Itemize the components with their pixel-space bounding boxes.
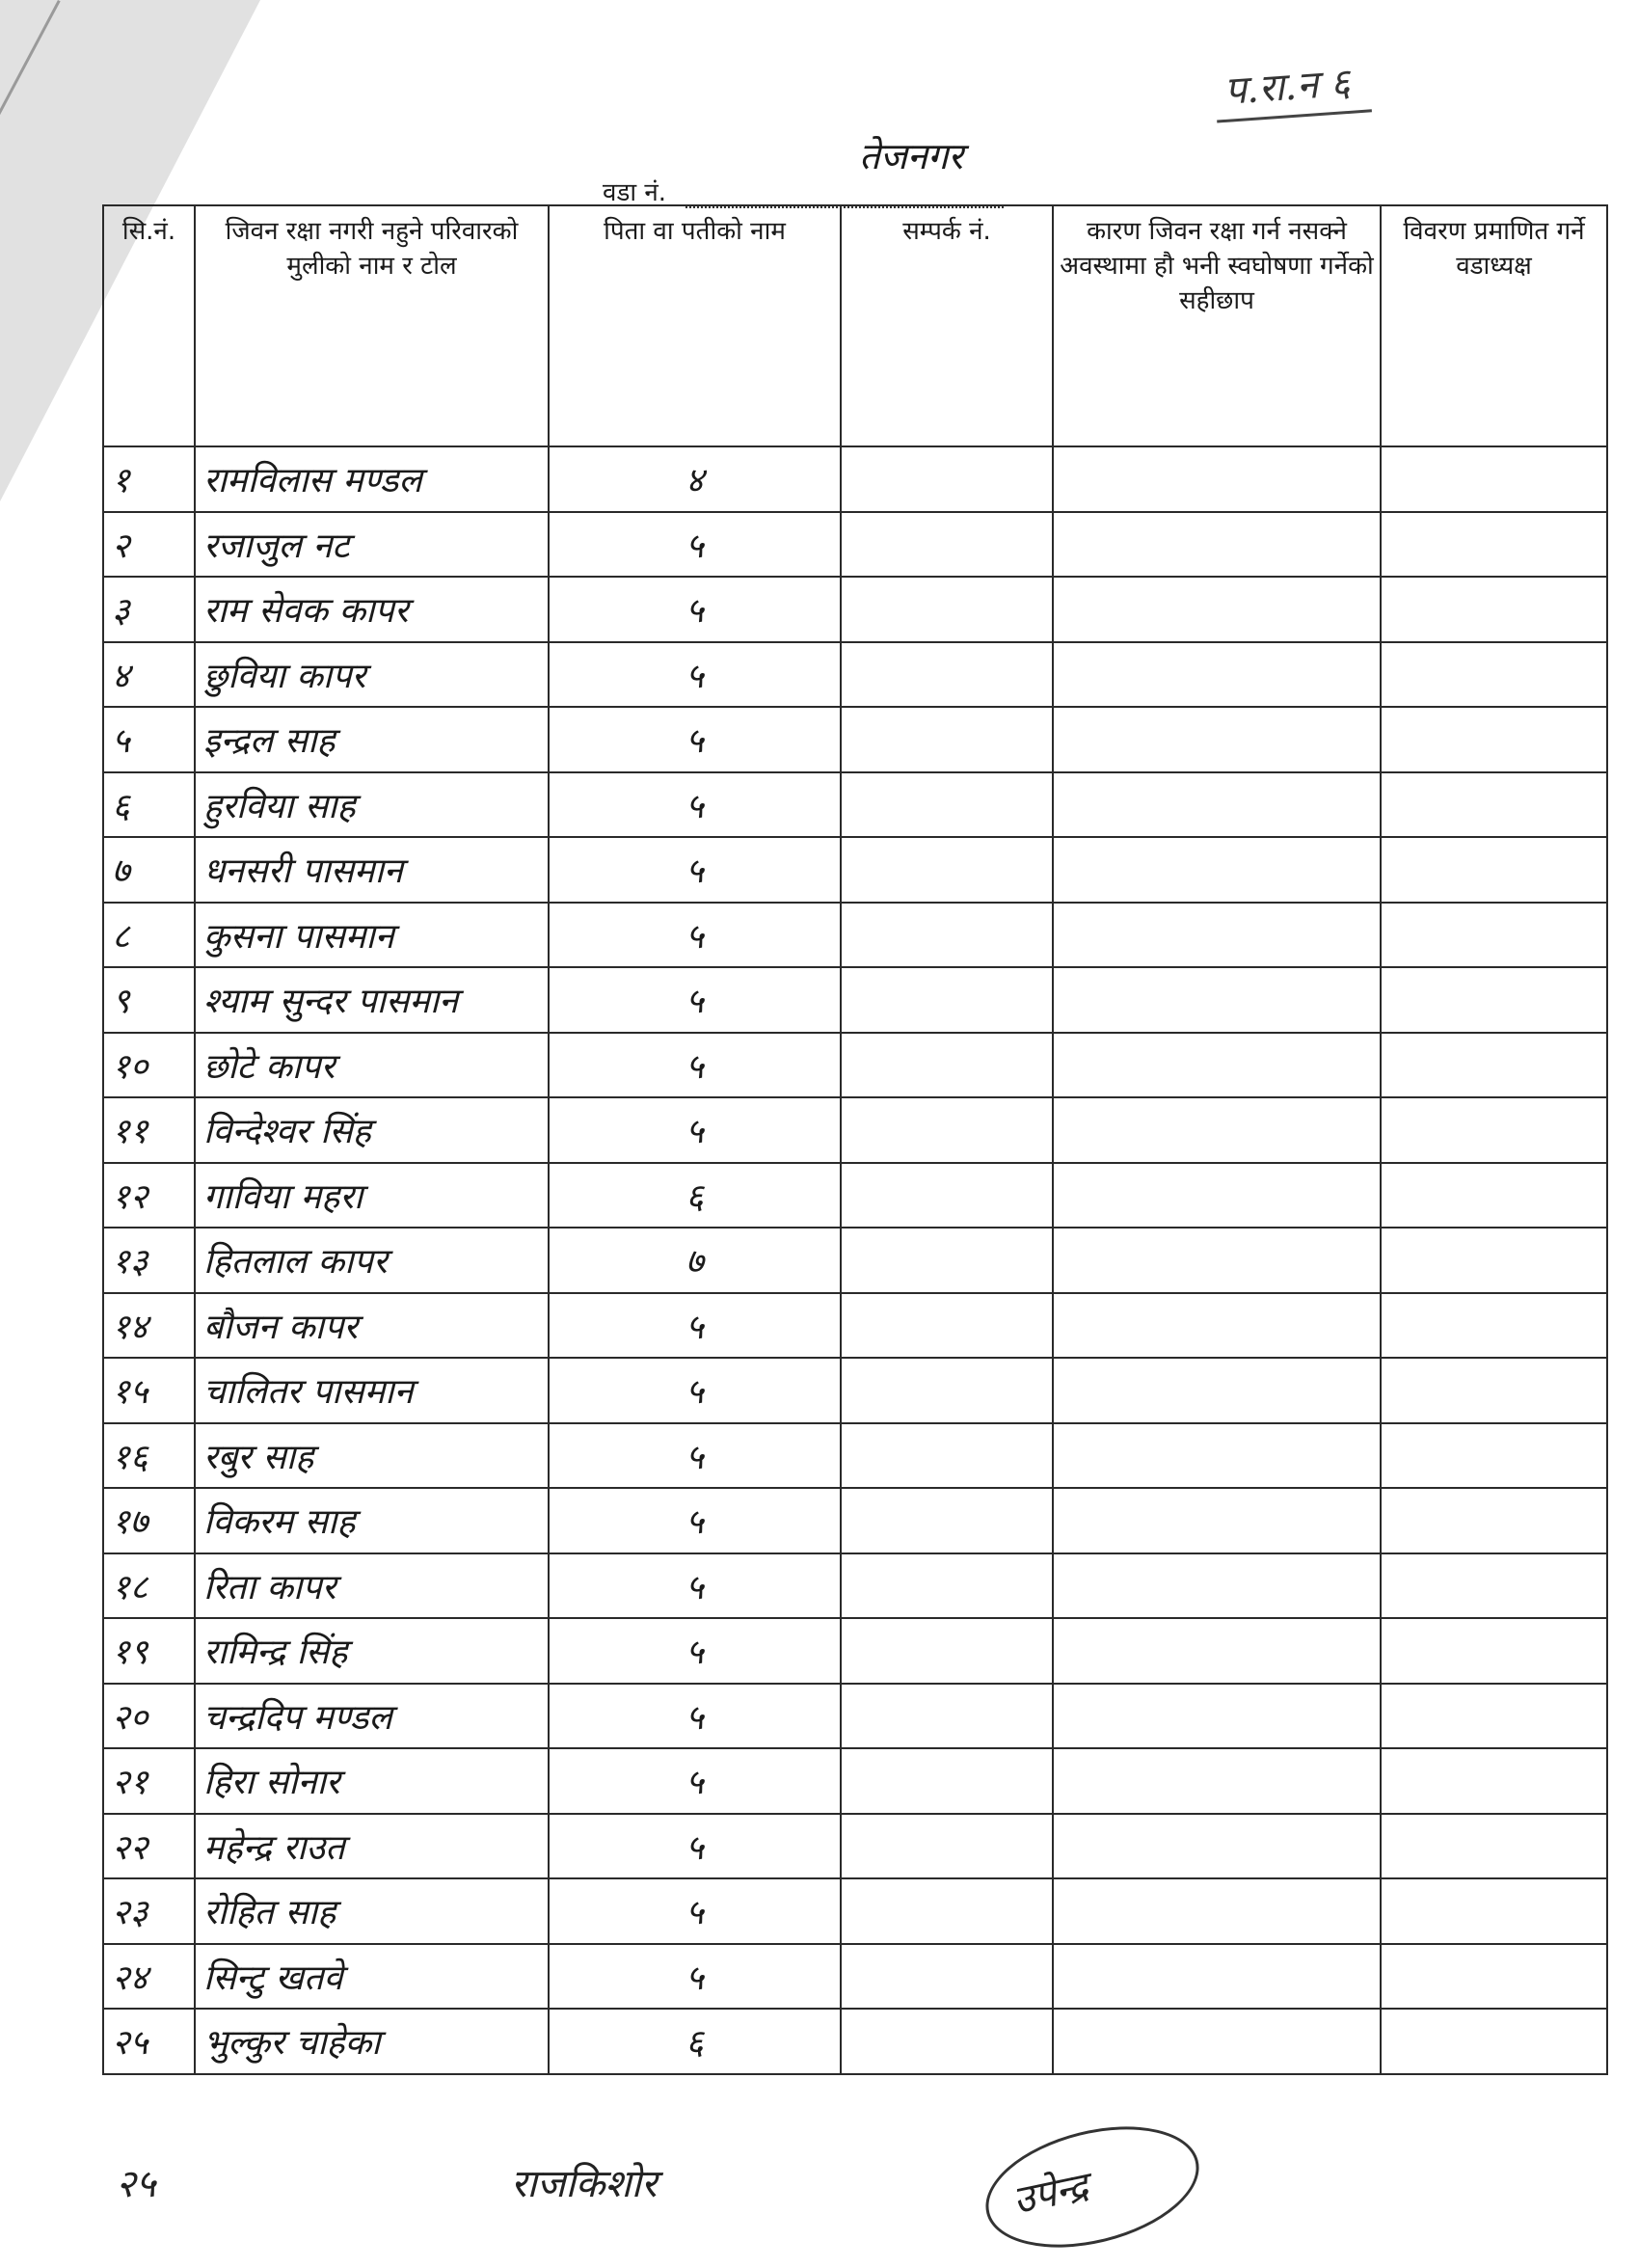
name-cell: इन्द्रल साह bbox=[195, 707, 549, 772]
contact-cell bbox=[841, 577, 1053, 642]
table-row bbox=[103, 1358, 1607, 1423]
family-count-cell: ५ bbox=[549, 772, 841, 838]
serial-cell: १९ bbox=[103, 1618, 195, 1684]
verification-cell bbox=[1381, 903, 1607, 968]
table-row bbox=[103, 1878, 1607, 1944]
family-count-cell: ६ bbox=[549, 1163, 841, 1228]
name-cell: रिता कापर bbox=[195, 1553, 549, 1619]
verification-cell bbox=[1381, 837, 1607, 903]
declaration-cell bbox=[1053, 903, 1381, 968]
verification-cell bbox=[1381, 1423, 1607, 1489]
name-cell: विन्देश्वर सिंह bbox=[195, 1097, 549, 1163]
serial-cell: १ bbox=[103, 446, 195, 512]
family-count-cell: ५ bbox=[549, 1618, 841, 1684]
table-row bbox=[103, 512, 1607, 578]
declaration-cell bbox=[1053, 642, 1381, 708]
ward-number-line bbox=[603, 135, 1004, 208]
contact-cell bbox=[841, 1618, 1053, 1684]
family-count-cell: ५ bbox=[549, 1097, 841, 1163]
name-cell: बौजन कापर bbox=[195, 1293, 549, 1359]
declaration-cell bbox=[1053, 707, 1381, 772]
col-header-father: पिता वा पतीको नाम bbox=[549, 205, 841, 446]
table-row bbox=[103, 1097, 1607, 1163]
declaration-cell bbox=[1053, 1033, 1381, 1098]
verification-cell bbox=[1381, 707, 1607, 772]
declaration-cell bbox=[1053, 1944, 1381, 2010]
family-count-cell: ६ bbox=[549, 2009, 841, 2074]
name-cell: श्याम सुन्दर पासमान bbox=[195, 967, 549, 1033]
verification-cell bbox=[1381, 1814, 1607, 1879]
name-cell: हिरा सोनार bbox=[195, 1748, 549, 1814]
contact-cell bbox=[841, 1684, 1053, 1749]
verification-cell bbox=[1381, 967, 1607, 1033]
table-row bbox=[103, 1423, 1607, 1489]
verification-cell bbox=[1381, 1097, 1607, 1163]
declaration-cell bbox=[1053, 1358, 1381, 1423]
name-cell: चन्द्रदिप मण्डल bbox=[195, 1684, 549, 1749]
verification-cell bbox=[1381, 772, 1607, 838]
verification-cell bbox=[1381, 1878, 1607, 1944]
serial-cell: ११ bbox=[103, 1097, 195, 1163]
table-row bbox=[103, 1293, 1607, 1359]
name-cell: रामिन्द्र सिंह bbox=[195, 1618, 549, 1684]
verification-cell bbox=[1381, 1618, 1607, 1684]
family-count-cell: ५ bbox=[549, 1814, 841, 1879]
serial-cell: १८ bbox=[103, 1553, 195, 1619]
serial-cell: ५ bbox=[103, 707, 195, 772]
table-row bbox=[103, 1814, 1607, 1879]
table-row bbox=[103, 642, 1607, 708]
contact-cell bbox=[841, 1163, 1053, 1228]
serial-cell: १२ bbox=[103, 1163, 195, 1228]
verification-cell bbox=[1381, 1293, 1607, 1359]
table-row bbox=[103, 577, 1607, 642]
family-count-cell: ५ bbox=[549, 577, 841, 642]
name-cell: महेन्द्र राउत bbox=[195, 1814, 549, 1879]
family-count-cell: ५ bbox=[549, 903, 841, 968]
serial-cell: २२ bbox=[103, 1814, 195, 1879]
ward-value: तेजनगर bbox=[859, 135, 963, 177]
contact-cell bbox=[841, 642, 1053, 708]
contact-cell bbox=[841, 1033, 1053, 1098]
serial-cell: १० bbox=[103, 1033, 195, 1098]
declaration-cell bbox=[1053, 1814, 1381, 1879]
family-count-cell: ५ bbox=[549, 642, 841, 708]
contact-cell bbox=[841, 1228, 1053, 1293]
contact-cell bbox=[841, 967, 1053, 1033]
col-header-declaration: कारण जिवन रक्षा गर्न नसक्ने अवस्थामा हौ भनी स्वघोषणा गर्नेको सहीछाप bbox=[1053, 205, 1381, 446]
verification-cell bbox=[1381, 642, 1607, 708]
name-cell: चालितर पासमान bbox=[195, 1358, 549, 1423]
contact-cell bbox=[841, 1358, 1053, 1423]
family-count-cell: ५ bbox=[549, 707, 841, 772]
table-row bbox=[103, 1618, 1607, 1684]
contact-cell bbox=[841, 1423, 1053, 1489]
verification-cell bbox=[1381, 512, 1607, 578]
table-row bbox=[103, 1163, 1607, 1228]
declaration-cell bbox=[1053, 1097, 1381, 1163]
verification-cell bbox=[1381, 1553, 1607, 1619]
contact-cell bbox=[841, 837, 1053, 903]
table-row bbox=[103, 1228, 1607, 1293]
family-count-cell: ५ bbox=[549, 967, 841, 1033]
verification-cell bbox=[1381, 1748, 1607, 1814]
contact-cell bbox=[841, 1553, 1053, 1619]
declaration-cell bbox=[1053, 1228, 1381, 1293]
table-row bbox=[103, 1488, 1607, 1553]
serial-cell: ७ bbox=[103, 837, 195, 903]
name-cell: रोहित साह bbox=[195, 1878, 549, 1944]
verification-cell bbox=[1381, 1033, 1607, 1098]
serial-cell: ३ bbox=[103, 577, 195, 642]
family-count-cell: ५ bbox=[549, 1358, 841, 1423]
serial-cell: २१ bbox=[103, 1748, 195, 1814]
name-cell: विकरम साह bbox=[195, 1488, 549, 1553]
declaration-cell bbox=[1053, 1163, 1381, 1228]
family-count-cell: ५ bbox=[549, 512, 841, 578]
family-count-cell: ५ bbox=[549, 1684, 841, 1749]
contact-cell bbox=[841, 1944, 1053, 2010]
family-count-cell: ५ bbox=[549, 1488, 841, 1553]
col-header-contact: सम्पर्क नं. bbox=[841, 205, 1053, 446]
contact-cell bbox=[841, 772, 1053, 838]
contact-cell bbox=[841, 446, 1053, 512]
table-row bbox=[103, 1033, 1607, 1098]
contact-cell bbox=[841, 1488, 1053, 1553]
declaration-cell bbox=[1053, 1748, 1381, 1814]
name-cell: छुविया कापर bbox=[195, 642, 549, 708]
table-row bbox=[103, 837, 1607, 903]
name-cell: गाविया महरा bbox=[195, 1163, 549, 1228]
declaration-cell bbox=[1053, 967, 1381, 1033]
serial-cell: ८ bbox=[103, 903, 195, 968]
declaration-cell bbox=[1053, 1488, 1381, 1553]
serial-cell: २५ bbox=[103, 2009, 195, 2074]
table-row bbox=[103, 1684, 1607, 1749]
name-cell: कुसना पासमान bbox=[195, 903, 549, 968]
contact-cell bbox=[841, 1878, 1053, 1944]
table-row bbox=[103, 1553, 1607, 1619]
verification-cell bbox=[1381, 1163, 1607, 1228]
contact-cell bbox=[841, 1097, 1053, 1163]
reference-note: प.रा.न ६ bbox=[1213, 52, 1372, 122]
family-count-cell: ४ bbox=[549, 446, 841, 512]
name-cell: भुल्कुर चाहेका bbox=[195, 2009, 549, 2074]
name-cell: छोटे कापर bbox=[195, 1033, 549, 1098]
household-table bbox=[102, 204, 1608, 2075]
table-row bbox=[103, 2009, 1607, 2074]
serial-cell: १४ bbox=[103, 1293, 195, 1359]
verification-cell bbox=[1381, 2009, 1607, 2074]
family-count-cell: ५ bbox=[549, 1748, 841, 1814]
declaration-cell bbox=[1053, 1423, 1381, 1489]
verification-cell bbox=[1381, 446, 1607, 512]
verification-cell bbox=[1381, 1358, 1607, 1423]
table-row bbox=[103, 446, 1607, 512]
serial-cell: ६ bbox=[103, 772, 195, 838]
signature-middle: राजकिशोर bbox=[511, 2162, 658, 2206]
declaration-cell bbox=[1053, 2009, 1381, 2074]
table-row bbox=[103, 903, 1607, 968]
signature-stamp bbox=[973, 2106, 1211, 2267]
name-cell: हितलाल कापर bbox=[195, 1228, 549, 1293]
name-cell: राम सेवक कापर bbox=[195, 577, 549, 642]
name-cell: रबुर साह bbox=[195, 1423, 549, 1489]
serial-cell: १३ bbox=[103, 1228, 195, 1293]
family-count-cell: ७ bbox=[549, 1228, 841, 1293]
serial-cell: ४ bbox=[103, 642, 195, 708]
family-count-cell: ५ bbox=[549, 1033, 841, 1098]
col-header-name: जिवन रक्षा नगरी नहुने परिवारको मुलीको नाम र टोल bbox=[195, 205, 549, 446]
serial-cell: २० bbox=[103, 1684, 195, 1749]
declaration-cell bbox=[1053, 1553, 1381, 1619]
serial-cell: ९ bbox=[103, 967, 195, 1033]
serial-cell: १७ bbox=[103, 1488, 195, 1553]
serial-cell: १५ bbox=[103, 1358, 195, 1423]
name-cell: हुरविया साह bbox=[195, 772, 549, 838]
family-count-cell: ५ bbox=[549, 1423, 841, 1489]
table-row bbox=[103, 967, 1607, 1033]
declaration-cell bbox=[1053, 1684, 1381, 1749]
verification-cell bbox=[1381, 577, 1607, 642]
name-cell: धनसरी पासमान bbox=[195, 837, 549, 903]
declaration-cell bbox=[1053, 1293, 1381, 1359]
declaration-cell bbox=[1053, 1618, 1381, 1684]
contact-cell bbox=[841, 2009, 1053, 2074]
serial-cell: २३ bbox=[103, 1878, 195, 1944]
col-header-serial: सि.नं. bbox=[103, 205, 195, 446]
declaration-cell bbox=[1053, 837, 1381, 903]
footer-initial: २५ bbox=[116, 2162, 156, 2206]
name-cell: रजाजुल नट bbox=[195, 512, 549, 578]
family-count-cell: ५ bbox=[549, 1944, 841, 2010]
verification-cell bbox=[1381, 1488, 1607, 1553]
family-count-cell: ५ bbox=[549, 1878, 841, 1944]
serial-cell: २४ bbox=[103, 1944, 195, 2010]
declaration-cell bbox=[1053, 446, 1381, 512]
name-cell: रामविलास मण्डल bbox=[195, 446, 549, 512]
table-row bbox=[103, 707, 1607, 772]
declaration-cell bbox=[1053, 577, 1381, 642]
verification-cell bbox=[1381, 1944, 1607, 2010]
verification-cell bbox=[1381, 1228, 1607, 1293]
declaration-cell bbox=[1053, 512, 1381, 578]
serial-cell: १६ bbox=[103, 1423, 195, 1489]
table-row bbox=[103, 1944, 1607, 2010]
name-cell: सिन्टु खतवे bbox=[195, 1944, 549, 2010]
table-row bbox=[103, 1748, 1607, 1814]
contact-cell bbox=[841, 1814, 1053, 1879]
col-header-verification: विवरण प्रमाणित गर्ने वडाध्यक्ष bbox=[1381, 205, 1607, 446]
ward-label: वडा नं. bbox=[603, 178, 667, 207]
table-row bbox=[103, 772, 1607, 838]
serial-cell: २ bbox=[103, 512, 195, 578]
declaration-cell bbox=[1053, 1878, 1381, 1944]
contact-cell bbox=[841, 1293, 1053, 1359]
family-count-cell: ५ bbox=[549, 837, 841, 903]
family-count-cell: ५ bbox=[549, 1293, 841, 1359]
table-header-row bbox=[103, 205, 1607, 446]
verification-cell bbox=[1381, 1684, 1607, 1749]
family-count-cell: ५ bbox=[549, 1553, 841, 1619]
contact-cell bbox=[841, 903, 1053, 968]
contact-cell bbox=[841, 512, 1053, 578]
contact-cell bbox=[841, 707, 1053, 772]
signature-right: उपेन्द्र bbox=[1008, 2164, 1092, 2224]
declaration-cell bbox=[1053, 772, 1381, 838]
contact-cell bbox=[841, 1748, 1053, 1814]
